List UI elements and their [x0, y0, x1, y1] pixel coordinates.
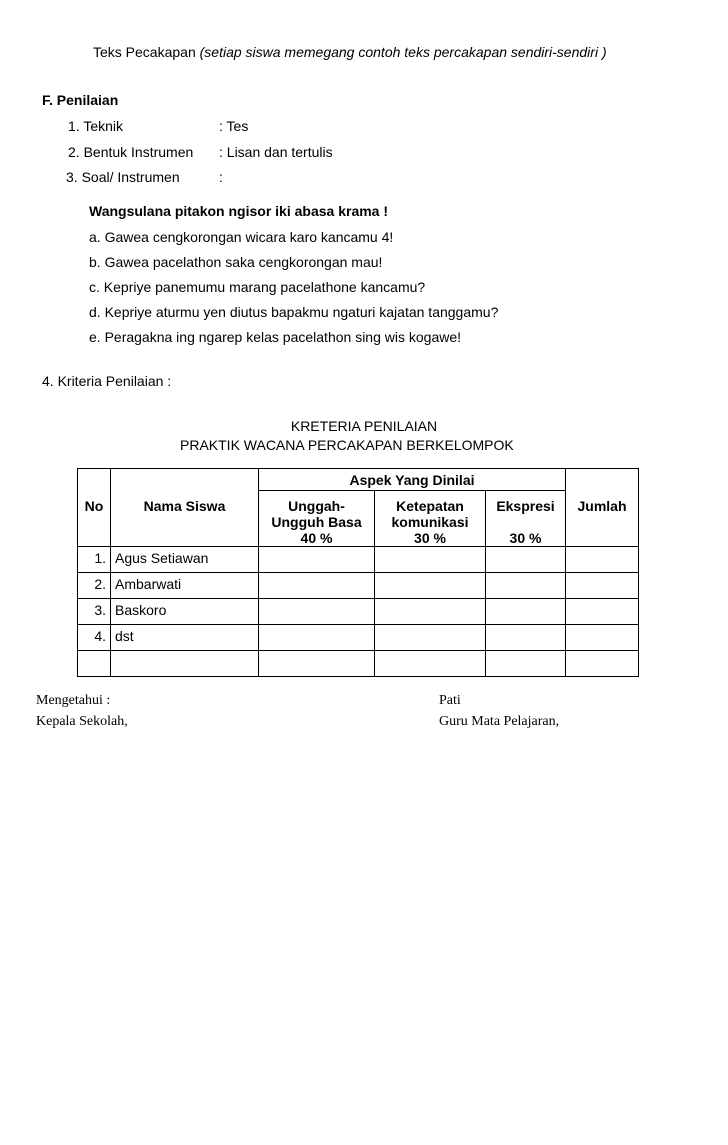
col-ekspresi-pct: 30 %: [509, 530, 542, 546]
assessment-table: [77, 468, 639, 677]
row-no: 3.: [78, 599, 111, 625]
table-row: [78, 573, 639, 599]
table-row: [78, 547, 639, 573]
col-unggah-pct: 40 %: [300, 530, 333, 546]
intro-label: Teks Pecakapan: [93, 44, 196, 60]
col-ketepatan: [375, 491, 486, 547]
kriteria-heading: 4. Kriteria Penilaian :: [42, 373, 172, 389]
row-name: Baskoro: [111, 599, 259, 625]
col-no: No: [78, 491, 111, 547]
row-name: dst: [111, 625, 259, 651]
kriteria-subtitle: PRAKTIK WACANA PERCAKAPAN BERKELOMPOK: [180, 437, 514, 453]
col-unggah: [259, 491, 375, 547]
col-ketepatan-line2: komunikasi: [391, 514, 469, 530]
row-no: 4.: [78, 625, 111, 651]
row-no: 2.: [78, 573, 111, 599]
col-unggah-line2: Ungguh Basa: [271, 514, 362, 530]
row-name: Agus Setiawan: [111, 547, 259, 573]
col-jumlah: Jumlah: [566, 491, 639, 547]
teknik-value: : Tes: [219, 118, 249, 134]
col-unggah-line1: Unggah-: [288, 498, 345, 514]
soal-value: :: [219, 169, 223, 185]
row-name: Ambarwati: [111, 573, 259, 599]
kriteria-title: KRETERIA PENILAIAN: [290, 418, 438, 434]
aspect-header: Aspek Yang Dinilai: [259, 469, 566, 491]
question-c: c. Kepriye panemumu marang pacelathone kancamu?: [89, 279, 426, 295]
question-b: b. Gawea pacelathon saka cengkorongan mau!: [89, 254, 383, 270]
instruction: Wangsulana pitakon ngisor iki abasa krama !: [89, 203, 389, 219]
table-row: [78, 599, 639, 625]
col-ketepatan-pct: 30 %: [414, 530, 446, 546]
table-header-row-top: [78, 469, 639, 491]
table-row: [78, 625, 639, 651]
col-ketepatan-line1: Ketepatan: [396, 498, 464, 514]
bentuk-label: 2. Bentuk Instrumen: [68, 144, 194, 160]
table-header-row: [78, 491, 639, 547]
question-a: a. Gawea cengkorongan wicara karo kancamu 4!: [89, 229, 394, 245]
penilaian-heading: F. Penilaian: [42, 92, 119, 108]
table-row-empty: [78, 651, 639, 677]
row-no: 1.: [78, 547, 111, 573]
signature-left-line2: Kepala Sekolah,: [36, 714, 128, 729]
col-ekspresi-label: Ekspresi: [496, 498, 555, 514]
soal-label: 3. Soal/ Instrumen: [66, 169, 180, 185]
col-ekspresi: [486, 491, 566, 547]
bentuk-value: : Lisan dan tertulis: [219, 144, 333, 160]
signature-left-line1: Mengetahui :: [36, 693, 111, 708]
intro-line: [93, 44, 607, 60]
question-e: e. Peragakna ing ngarep kelas pacelathon sing wis kogawe!: [89, 329, 462, 345]
teknik-label: 1. Teknik: [68, 118, 123, 134]
intro-note: (setiap siswa memegang contoh teks percakapan sendiri-sendiri ): [199, 44, 607, 60]
signature-right-line1: Pati: [439, 693, 461, 708]
question-d: d. Kepriye aturmu yen diutus bapakmu ngaturi kajatan tanggamu?: [89, 304, 499, 320]
signature-right-line2: Guru Mata Pelajaran,: [439, 714, 560, 729]
col-nama-siswa: Nama Siswa: [111, 491, 259, 547]
